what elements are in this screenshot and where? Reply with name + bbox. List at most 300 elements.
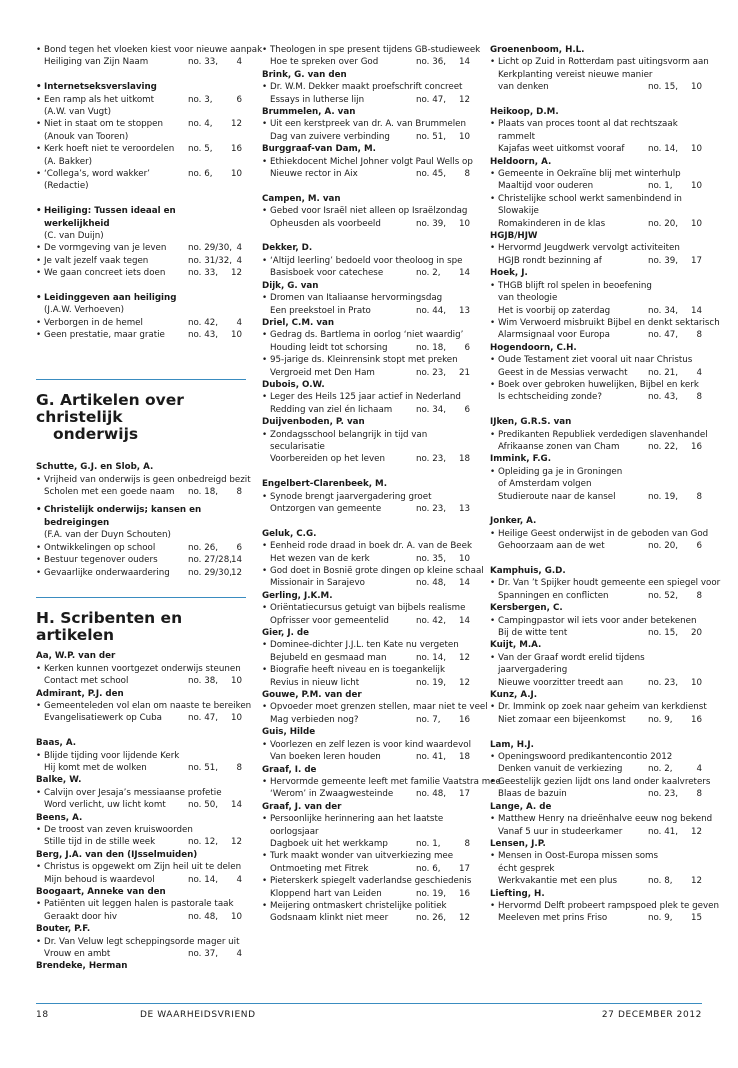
- page-number: 18: [36, 1010, 49, 1020]
- article-line: • Opleiding ga je in Groningen: [498, 466, 623, 477]
- article-entry: [490, 652, 702, 689]
- page-ref: 20: [690, 628, 702, 639]
- author-name: Engelbert-Clarenbeek, M.: [262, 479, 387, 490]
- article-line: (Redactie): [44, 181, 89, 192]
- article-line: • Geestelijk gezien lijdt ons land onder kaalvreters: [498, 776, 711, 787]
- article-title: Spanningen en conflicten: [498, 590, 609, 601]
- article-entry: [490, 168, 702, 193]
- article-line: [44, 317, 242, 329]
- section-heading: [36, 379, 246, 443]
- article-title: Opheusden als voorbeeld: [270, 218, 381, 229]
- article-line: [44, 675, 242, 687]
- article-line: • Van der Graaf wordt erelid tijdens: [498, 652, 645, 663]
- page-ref: 16: [690, 714, 702, 725]
- spacer: [262, 230, 470, 242]
- issue-number: no. 43,: [188, 330, 219, 341]
- article-title: Heiliging van Zijn Naam: [44, 57, 149, 68]
- article-title: Werkvakantie met een plus: [498, 876, 618, 887]
- article-line: [44, 242, 242, 254]
- page-ref: 16: [458, 888, 470, 899]
- author-name: Brink, G. van den: [262, 69, 347, 80]
- page-ref: 6: [236, 542, 242, 553]
- article-title: Vanaf 5 uur in studeerkamer: [498, 826, 623, 837]
- article-line: [44, 911, 242, 923]
- issue-number: no. 14,: [188, 874, 219, 885]
- article-line: [270, 218, 470, 230]
- article-line: • Dr. Van ’t Spijker houdt gemeente een spiegel voor: [498, 578, 721, 589]
- article-line: • Bond tegen het vloeken kiest voor nieuwe aanpak: [44, 45, 263, 55]
- page-ref: 6: [236, 94, 242, 105]
- author-name: HGJB/HJW: [490, 231, 538, 242]
- article-title: Geraakt door hiv: [44, 911, 118, 922]
- article-title: Basisboek voor catechese: [270, 268, 384, 279]
- article-line: • Christus is opgewekt om Zijn heil uit te delen: [44, 862, 242, 873]
- issue-number: no. 9,: [648, 913, 673, 924]
- issue-number: no. 12,: [188, 837, 219, 848]
- article-line: • Biografie heeft niveau en is toegankelijk: [270, 665, 446, 676]
- article-entry: [36, 750, 242, 775]
- article-title: Kajafas weet uitkomst vooraf: [498, 144, 625, 155]
- article-entry: [262, 354, 470, 379]
- page-ref: 21: [458, 367, 470, 378]
- page-ref: 4: [236, 57, 242, 68]
- article-entry: [490, 429, 708, 454]
- article-line: [270, 888, 470, 900]
- article-title: ‘Werom’ in Zwaagwesteinde: [270, 789, 394, 800]
- article-line: • Kerken kunnen voortgezet onderwijs steunen: [44, 663, 241, 674]
- article-title: Nieuwe rector in Aix: [270, 169, 358, 180]
- article-title: Stille tijd in de stille week: [44, 837, 156, 848]
- series-heading: • Christelijk onderwijs; kansen en bedreigingen: [36, 504, 242, 529]
- issue-number: no. 26,: [188, 542, 219, 553]
- issue-number: no. 21,: [648, 367, 679, 378]
- page-ref: 6: [464, 404, 470, 415]
- article-title: Denken vanuit de verkiezing: [498, 764, 623, 775]
- article-title: Niet zomaar een bijeenkomst: [498, 714, 626, 725]
- article-entry: [262, 639, 470, 664]
- page-ref: 4: [236, 874, 242, 885]
- article-line: [270, 652, 470, 664]
- author-name: Bouter, P.F.: [36, 924, 91, 935]
- article-title: Hoe te spreken over God: [270, 57, 379, 68]
- article-line: • ‘Altijd leerling’ bedoeld voor theoloog in spe: [270, 255, 463, 266]
- page-ref: 18: [458, 454, 470, 465]
- issue-number: no. 33,: [188, 268, 219, 279]
- article-entry: [262, 118, 470, 143]
- article-title: Het wezen van de kerk: [270, 553, 370, 564]
- article-line: • Openingswoord predikantencontio 2012: [498, 752, 673, 763]
- article-entry: [36, 861, 242, 886]
- article-line: [498, 81, 702, 93]
- article-entry: [262, 329, 470, 354]
- article-line: • Synode brengt jaarvergadering groet: [270, 491, 432, 502]
- article-line: [44, 329, 242, 341]
- article-title: Dagboek uit het werkkamp: [270, 838, 388, 849]
- article-title: Nieuwe voorzitter treedt aan: [498, 677, 624, 688]
- article-title: • Je valt jezelf vaak tegen: [44, 255, 149, 266]
- issue-number: no. 27/28,: [188, 555, 232, 566]
- page-ref: 10: [690, 677, 702, 688]
- page-ref: 14: [230, 800, 242, 811]
- issue-number: no. 36,: [416, 57, 447, 68]
- article-line: • Vrijheid van onderwijs is geen onbedreigd bezit: [44, 474, 251, 485]
- page-ref: 4: [236, 949, 242, 960]
- page-ref: 16: [458, 714, 470, 725]
- author-name: Graaf, I. de: [262, 764, 317, 775]
- article-line: • Gedrag ds. Bartlema in oorlog ‘niet waardig’: [270, 330, 464, 341]
- article-title: Bejubeld en gesmaad man: [270, 652, 387, 663]
- publication-name: DE WAARHEIDSVRIEND: [140, 1010, 256, 1020]
- article-entry: [262, 565, 484, 590]
- spacer: [490, 94, 702, 106]
- article-line: [44, 168, 242, 180]
- article-line: • Patiënten uit leggen halen is pastorale taak: [44, 899, 234, 910]
- section-title-line: onderwijs: [53, 424, 139, 443]
- article-title: Gehoorzaam aan de wet: [498, 541, 605, 552]
- page-ref: 10: [230, 169, 242, 180]
- issue-number: no. 47,: [416, 94, 447, 105]
- issue-number: no. 31/32,: [188, 255, 232, 266]
- article-title: Een preekstoel in Prato: [270, 305, 371, 316]
- article-entry: [490, 813, 713, 838]
- author-name: Kersbergen, C.: [490, 603, 563, 614]
- section-title: [36, 610, 246, 644]
- article-entry: [262, 850, 470, 875]
- article-entry: [262, 813, 470, 850]
- article-line: [270, 168, 470, 180]
- article-line: [270, 367, 470, 379]
- author-name: Brummelen, A. van: [262, 107, 356, 118]
- author-name: Groenenboom, H.L.: [490, 45, 585, 55]
- spacer: [36, 342, 242, 354]
- author-name: Duijvenboden, P. van: [262, 417, 365, 428]
- issue-number: no. 29/30,: [188, 243, 232, 254]
- issue-number: no. 9,: [648, 714, 673, 725]
- article-entry: [36, 168, 242, 193]
- article-line: • Gemeenteleden vol elan om naaste te bereiken: [44, 700, 252, 711]
- article-line: • Heilige Geest onderwijst in de geboden van God: [498, 528, 709, 539]
- article-line: • Oude Testament ziet vooral uit naar Christus: [498, 355, 693, 366]
- issue-number: no. 6,: [188, 169, 213, 180]
- section-title: [36, 392, 246, 443]
- article-line: [498, 788, 702, 800]
- spacer: [36, 725, 242, 737]
- page-ref: 14: [690, 305, 702, 316]
- issue-number: no. 8,: [648, 876, 673, 887]
- article-line: • Opvoeder moet grenzen stellen, maar niet te veel: [270, 702, 488, 713]
- article-line: [44, 486, 242, 498]
- article-entry: [262, 81, 470, 106]
- article-line: [498, 491, 702, 503]
- article-title: • Ontwikkelingen op school: [44, 542, 156, 553]
- page-ref: 4: [236, 255, 242, 266]
- issue-number: no. 1,: [416, 838, 441, 849]
- section-rule: [36, 379, 246, 380]
- article-line: [498, 441, 702, 453]
- article-line: [498, 329, 702, 341]
- article-line: [498, 763, 702, 775]
- article-title: Afrikaanse zonen van Cham: [498, 441, 620, 452]
- article-entry: [490, 850, 702, 887]
- article-title: • Kerk hoeft niet te veroordelen: [44, 144, 175, 155]
- issue-number: no. 4,: [188, 119, 213, 130]
- article-line: [270, 577, 470, 589]
- series-heading: • Internetseksverslaving: [36, 81, 242, 93]
- article-line: [270, 714, 470, 726]
- author-name: Burggraaf-van Dam, M.: [262, 144, 376, 155]
- page-ref: 10: [230, 330, 242, 341]
- page-ref: 14: [230, 555, 242, 566]
- article-line: • Dr. W.M. Dekker maakt proefschrift concreet: [270, 82, 463, 93]
- article-line: • Wim Verwoerd misbruikt Bijbel en denkt sektarisch: [498, 317, 720, 328]
- article-title: Mag verbieden nog?: [270, 714, 359, 725]
- page-ref: 10: [458, 131, 470, 142]
- article-line: • THGB blijft rol spelen in beoefening: [498, 280, 652, 291]
- page-ref: 16: [690, 441, 702, 452]
- issue-number: no. 20,: [648, 541, 679, 552]
- article-entry: [262, 205, 470, 230]
- page-ref: 10: [690, 144, 702, 155]
- page-ref: 8: [696, 789, 702, 800]
- issue-number: no. 6,: [416, 863, 441, 874]
- article-line: • Dromen van Italiaanse hervormingsdag: [270, 293, 443, 304]
- issue-number: no. 48,: [188, 911, 219, 922]
- article-line: [270, 305, 470, 317]
- article-entry: [490, 354, 702, 379]
- article-line: [270, 863, 470, 875]
- article-line: [498, 367, 702, 379]
- spacer: [36, 193, 242, 205]
- article-line: • Dr. Van Veluw legt scheppingsorde mager uit: [44, 936, 240, 947]
- author-name: Schutte, G.J. en Slob, A.: [36, 462, 154, 473]
- article-line: • Gebed voor Israël niet alleen op Israëlzondag: [270, 206, 468, 217]
- issue-number: no. 44,: [416, 305, 447, 316]
- author-name: Baas, A.: [36, 738, 77, 749]
- author-name: Graaf, J. van der: [262, 801, 342, 812]
- article-entry: [490, 242, 702, 267]
- article-line: [270, 751, 470, 763]
- article-line: rammelt: [498, 131, 535, 142]
- page-ref: 14: [458, 57, 470, 68]
- article-line: • Hervormde gemeente leeft met familie Vaatstra mee: [270, 776, 501, 787]
- article-title: • Geen prestatie, maar gratie: [44, 330, 165, 341]
- article-title: Vrouw en ambt: [44, 949, 111, 960]
- article-title: Ontmoeting met Fitrek: [270, 863, 369, 874]
- issue-number: no. 47,: [648, 330, 679, 341]
- article-line: [498, 305, 702, 317]
- article-title: Het is voorbij op zaterdag: [498, 305, 611, 316]
- author-name: Aa, W.P. van der: [36, 651, 116, 662]
- article-line: [44, 836, 242, 848]
- author-name: Geluk, C.G.: [262, 528, 317, 539]
- article-entry: [490, 900, 720, 925]
- issue-number: no. 37,: [188, 949, 219, 960]
- issue-number: no. 51,: [416, 131, 447, 142]
- article-line: [44, 874, 242, 886]
- article-entry: [36, 787, 242, 812]
- page-ref: 18: [458, 752, 470, 763]
- article-line: • Mensen in Oost-Europa missen soms: [498, 851, 659, 862]
- article-line: [498, 677, 702, 689]
- page-ref: 13: [458, 503, 470, 514]
- article-line: [44, 143, 242, 155]
- article-entry: [490, 280, 702, 317]
- page-ref: 12: [230, 119, 242, 130]
- article-line: • Hervormd Jeugdwerk vervolgt activiteiten: [498, 243, 680, 254]
- article-entry: [262, 776, 501, 801]
- page-ref: 10: [458, 553, 470, 564]
- author-name: Admirant, P.J. den: [36, 688, 124, 699]
- issue-number: no. 48,: [416, 578, 447, 589]
- spacer: [262, 180, 470, 192]
- article-line: [498, 627, 702, 639]
- author-name: Kunz, A.J.: [490, 690, 538, 701]
- article-entry: [36, 898, 242, 923]
- author-name: Hoek, J.: [490, 268, 528, 279]
- series-author: (J.A.W. Verhoeven): [44, 305, 124, 316]
- page-ref: 12: [458, 652, 470, 663]
- article-line: • Zondagsschool belangrijk in tijd van: [270, 429, 428, 440]
- issue-number: no. 2,: [648, 764, 673, 775]
- section-rule: [36, 597, 246, 598]
- issue-number: no. 29/30,: [188, 567, 232, 578]
- article-line: • Pieterskerk spiegelt vaderlandse geschiedenis: [270, 876, 472, 887]
- issue-number: no. 35,: [416, 553, 447, 564]
- article-line: [44, 118, 242, 130]
- issue-number: no. 23,: [416, 367, 447, 378]
- article-line: (A. Bakker): [44, 156, 93, 167]
- article-line: • Blijde tijding voor lijdende Kerk: [44, 750, 180, 761]
- article-entry: [262, 701, 488, 726]
- article-line: van theologie: [498, 293, 558, 304]
- article-line: [44, 255, 242, 267]
- article-line: • God doet in Bosnië grote dingen op kleine schaal: [270, 566, 484, 576]
- page-ref: 10: [230, 713, 242, 724]
- article-title: Godsnaam klinkt niet meer: [270, 913, 389, 924]
- article-title: Ontzorgen van gemeente: [270, 503, 382, 514]
- article-line: • Calvijn over Jesaja’s messiaanse profetie: [44, 787, 222, 798]
- issue-number: no. 48,: [416, 789, 447, 800]
- issue-number: no. 26,: [416, 913, 447, 924]
- article-entry: [262, 875, 470, 900]
- article-line: [498, 255, 702, 267]
- article-title: van denken: [498, 82, 549, 93]
- article-line: [270, 838, 470, 850]
- article-line: • Dominee-dichter J.J.L. ten Kate nu vergeten: [270, 640, 459, 651]
- article-entry: [36, 663, 242, 688]
- issue-number: no. 43,: [648, 392, 679, 403]
- article-line: • Voorlezen en zelf lezen is voor kind waardevol: [270, 739, 472, 750]
- issue-number: no. 45,: [416, 169, 447, 180]
- article-title: Alarmsignaal voor Europa: [498, 330, 610, 341]
- author-name: Gier, J. de: [262, 628, 309, 639]
- article-title: Van boeken leren houden: [270, 752, 381, 763]
- article-line: • Ethiekdocent Michel Johner volgt Paul Wells op: [270, 156, 473, 167]
- issue-number: no. 20,: [648, 218, 679, 229]
- article-entry: [490, 193, 702, 230]
- article-title: • Gevaarlijke onderwaardering: [44, 567, 170, 578]
- article-line: [270, 788, 470, 800]
- article-line: [44, 712, 242, 724]
- article-entry: [262, 292, 470, 317]
- section-title-line: H. Scribenten en artikelen: [36, 609, 183, 645]
- article-line: [270, 503, 470, 515]
- article-line: secularisatie: [270, 441, 325, 452]
- article-entry: [36, 329, 242, 341]
- article-title: Bij de witte tent: [498, 628, 568, 639]
- article-line: [270, 912, 470, 924]
- issue-number: no. 14,: [416, 652, 447, 663]
- article-entry: [262, 900, 470, 925]
- issue-number: no. 19,: [416, 677, 447, 688]
- article-title: Word verlicht, uw licht komt: [44, 800, 166, 811]
- article-line: [498, 540, 702, 552]
- series-author: (C. van Duijn): [44, 231, 104, 242]
- author-name: Jonker, A.: [490, 516, 537, 527]
- issue-number: no. 18,: [188, 487, 219, 498]
- issue-number: no. 3,: [188, 94, 213, 105]
- article-line: [270, 131, 470, 143]
- article-entry: [262, 429, 470, 466]
- page-ref: 10: [458, 218, 470, 229]
- article-title: Essays in lutherse lijn: [270, 94, 365, 105]
- issue-number: no. 1,: [648, 181, 673, 192]
- article-entry: [262, 491, 470, 516]
- page-ref: 10: [230, 911, 242, 922]
- author-name: Hogendoorn, C.H.: [490, 342, 577, 353]
- issue-number: no. 38,: [188, 676, 219, 687]
- footer-rule: [36, 1003, 702, 1004]
- article-entry: [262, 391, 470, 416]
- article-line: • Uit een kerstpreek van dr. A. van Brummelen: [270, 119, 467, 130]
- author-name: Immink, F.G.: [490, 454, 551, 465]
- page-ref: 14: [458, 268, 470, 279]
- article-entry: [36, 267, 242, 279]
- issue-number: no. 7,: [416, 714, 441, 725]
- article-line: Slowakije: [498, 206, 539, 217]
- author-name: Gerling, J.K.M.: [262, 590, 333, 601]
- series-author: (F.A. van der Duyn Schouten): [44, 530, 171, 541]
- article-line: [270, 267, 470, 279]
- article-line: • Hervormd Delft probeert rampspoed plek te geven: [498, 900, 720, 911]
- article-line: [270, 553, 470, 565]
- article-title: Evangelisatiewerk op Cuba: [44, 713, 162, 724]
- issue-number: no. 42,: [188, 317, 219, 328]
- author-name: Campen, M. van: [262, 193, 341, 204]
- article-line: • Campingpastor wil iets voor ander betekenen: [498, 615, 697, 626]
- article-title: • ‘Collega’s, word wakker’: [44, 169, 150, 180]
- page-ref: 12: [690, 876, 702, 887]
- spacer: [36, 366, 242, 378]
- issue-number: no. 15,: [648, 82, 679, 93]
- page-ref: 17: [690, 255, 702, 266]
- issue-number: no. 5,: [188, 144, 213, 155]
- issue-number: no. 2,: [416, 268, 441, 279]
- issue-number: no. 41,: [416, 752, 447, 763]
- article-title: Revius in nieuw licht: [270, 677, 360, 688]
- issue-number: no. 19,: [416, 888, 447, 899]
- issue-number: no. 22,: [648, 441, 679, 452]
- author-name: Guis, Hilde: [262, 727, 316, 738]
- author-name: Dubois, O.W.: [262, 379, 325, 390]
- article-title: Redding van ziel én lichaam: [270, 404, 393, 415]
- article-entry: [490, 317, 720, 342]
- column-3: [490, 44, 721, 925]
- article-entry: [490, 379, 702, 404]
- author-name: Dekker, D.: [262, 243, 313, 254]
- article-line: [270, 56, 470, 68]
- article-line: • Persoonlijke herinnering aan het laatste: [270, 814, 444, 825]
